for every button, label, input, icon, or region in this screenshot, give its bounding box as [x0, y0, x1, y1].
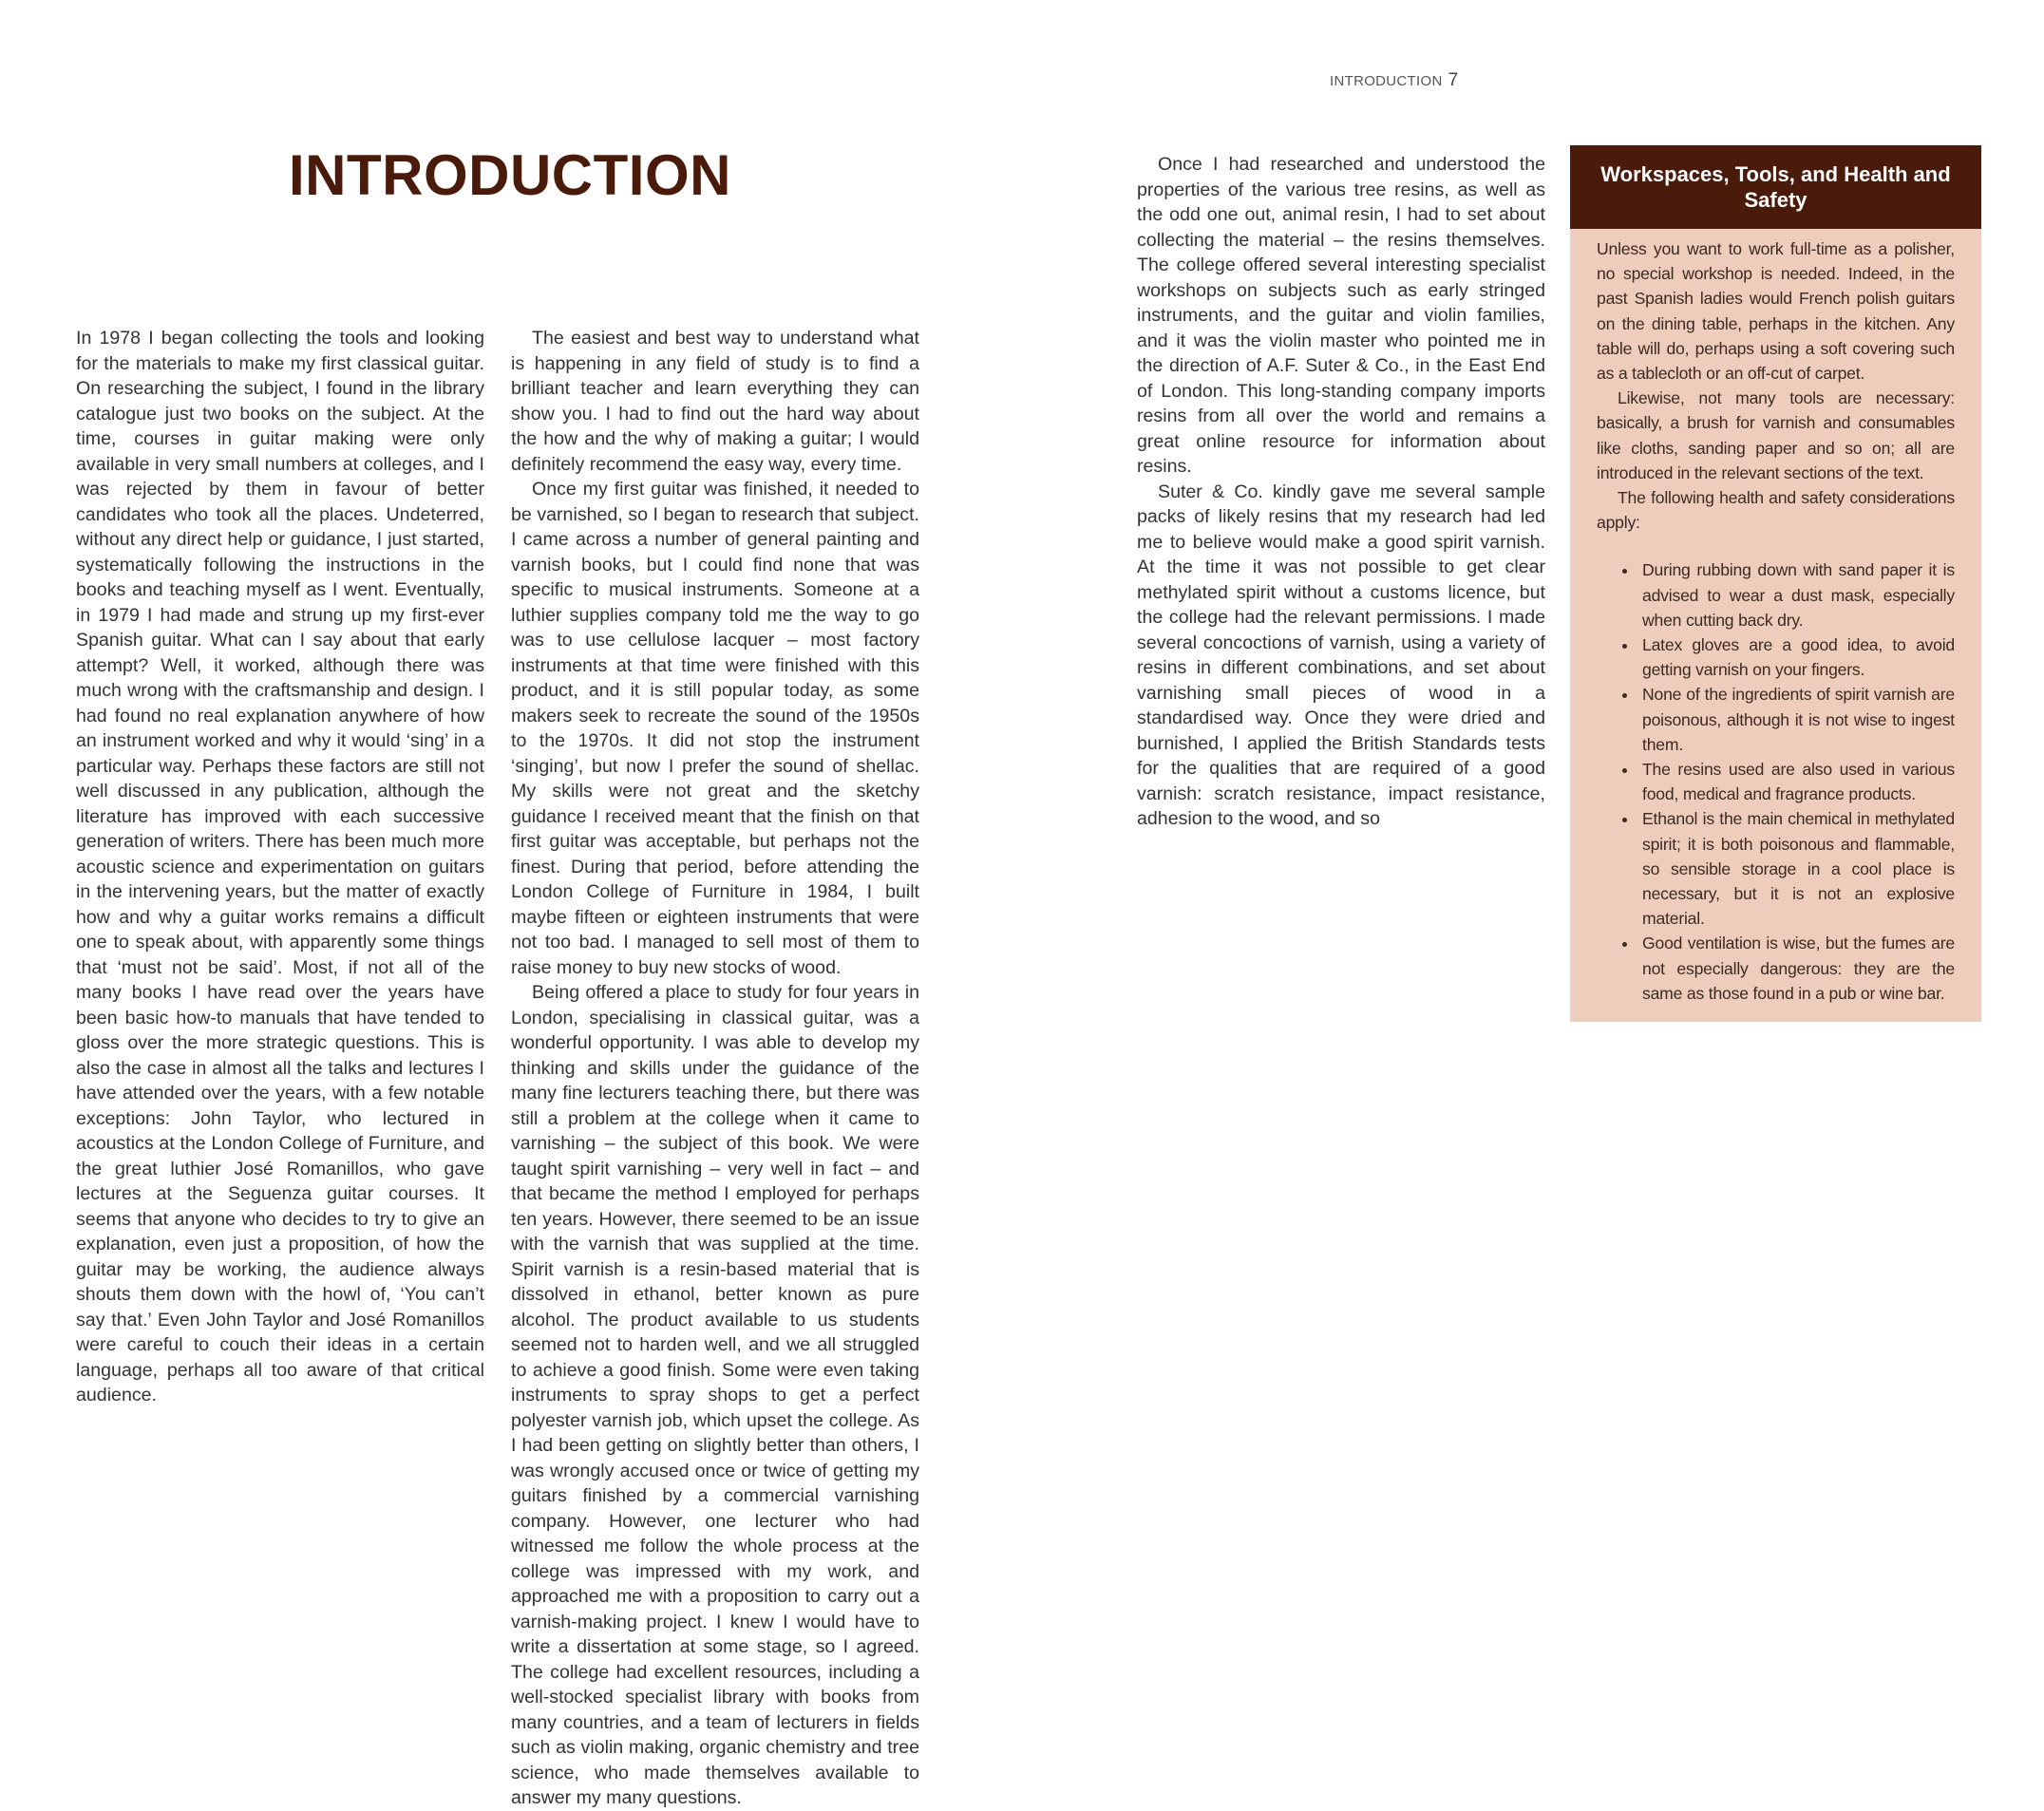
safety-list	[1597, 557, 1955, 1006]
sidebar-body	[1570, 229, 1981, 1022]
paragraph: The easiest and best way to understand what is happening in any field of study is to find a brilliant teacher and learn everything they can show you. I had to find out the hard way about the how and the why of making a guitar; I would definitely recommend the easy way, every time.	[511, 328, 919, 475]
sidebar-paragraph: The following health and safety considerations apply:	[1597, 488, 1955, 533]
paragraph: Being offered a place to study for four years in London, specialising in classical guitar, was a wonderful opportunity. I was able to develop my thinking and skills under the guidance of the many fine lecturers teaching there, but there was still a problem at the college when it came to varnishing – the subject of this book. We were taught spirit varnishing – very well in fact – and that became the method I employed for perhaps ten years. However, there seemed to be an issue with the varnish that was supplied at the time. Spirit varnish is a resin-based material that is dissolved in ethanol, better known as pure alcohol. The product available to us students seemed not to harden well, and we all struggled to achieve a good finish. Some were even taking instruments to spray shops to get a perfect polyester varnish job, which upset the college. As I had been getting on slightly better than others, I was wrongly accused once or twice of getting my guitars finished by a commercial varnishing company. However, one lecturer who had witnessed me follow the whole process at the college was impressed with my work, and approached me with a proposition to carry out a varnish-making project. I knew I would have to write a dissertation at some stage, so I agreed. The college had excellent resources, including a well-stocked specialist library with books from many countries, and a team of lecturers in fields such as violin making, organic chemistry and tree science, who made themselves available to answer my many questions.	[511, 982, 919, 1808]
list-item: • Latex gloves are a good idea, to avoid getting varnish on your fingers.	[1638, 632, 1955, 682]
list-item: • Ethanol is the main chemical in methylated spirit; it is both poisonous and flammable, so sensible storage in a cool place is necessary, but it is not an explosive material.	[1638, 806, 1955, 931]
text-column-1	[76, 326, 484, 1408]
page-number: 7	[1448, 70, 1459, 90]
sidebar-box	[1570, 145, 1981, 1022]
text-column-2	[511, 326, 919, 1811]
list-item: • The resins used are also used in various food, medical and fragrance products.	[1638, 757, 1955, 806]
sidebar-paragraph: Likewise, not many tools are necessary: basically, a brush for varnish and consumables like cloths, sanding paper and so on; all are introduced in the relevant sections of the text.	[1597, 388, 1955, 482]
text-column-3	[1137, 152, 1545, 832]
paragraph: Once my first guitar was finished, it needed to be varnished, so I began to research that subject. I came across a number of general painting and varnish books, but I could find none that was specific to musical instruments. Someone at a luthier supplies company told me the way to go was to use cellulose lacquer – most factory instruments at that time were finished with this product, and it is still popular today, as some makers seek to recreate the sound of the 1950s to the 1970s. It did not stop the instrument ‘singing’, but now I prefer the sound of shellac. My skills were not great and the sketchy guidance I received meant that the finish on that first guitar was acceptable, but perhaps not the finest. During that period, before attending the London College of Furniture in 1984, I built maybe fifteen or eighteen instruments that were not too bad. I managed to sell most of them to raise money to buy new stocks of wood.	[511, 479, 919, 978]
page-title: INTRODUCTION	[289, 143, 731, 207]
sidebar-heading: Workspaces, Tools, and Health and Safety	[1570, 145, 1981, 229]
paragraph: Suter & Co. kindly gave me several sample packs of likely resins that my research had led me to believe would make a good spirit varnish. At the time it was not possible to get clear methylated spirit without a customs licence, but the college had the relevant permissions. I made several concoctions of varnish, using a variety of resins in different combinations, and set about varnishing small pieces of wood in a standardised way. Once they were dried and burnished, I applied the British Standards tests for the qualities that are required of a good varnish: scratch resistance, impact resistance, adhesion to the wood, and so	[1137, 481, 1545, 829]
list-item: • None of the ingredients of spirit varnish are poisonous, although it is not wise to ingest them.	[1638, 682, 1955, 757]
list-item: • During rubbing down with sand paper it is advised to wear a dust mask, especially when cutting back dry.	[1638, 557, 1955, 632]
running-head	[1330, 70, 1615, 91]
sidebar-paragraph: Unless you want to work full-time as a polisher, no special workshop is needed. Indeed, in the past Spanish ladies would French polish guitars on the dining table, perhaps in the kitchen. Any table will do, perhaps using a soft covering such as a tablecloth or an off-cut of carpet.	[1597, 239, 1955, 384]
paragraph: In 1978 I began collecting the tools and looking for the materials to make my first classical guitar. On researching the subject, I found in the library catalogue just two books on the subject. At the time, courses in guitar making were only available in very small numbers at colleges, and I was rejected by them in favour of better candidates who took all the places. Undeterred, without any direct help or guidance, I just started, systematically following the instructions in the books and teaching myself as I went. Eventually, in 1979 I had made and strung up my first-ever Spanish guitar. What can I say about that early attempt? Well, it worked, although there was much wrong with the craftsmanship and design. I had found no real explanation anywhere of how an instrument worked and why it would ‘sing’ in a particular way. Perhaps these factors are still not well discussed in any publication, although the literature has improved with each successive generation of writers. There has been much more acoustic science and experimentation on guitars in the intervening years, but the matter of exactly how and why a guitar works remains a difficult one to speak about, with apparently some things that ‘must not be said’. Most, if not all of the many books I have read over the years have been basic how-to manuals that have tended to gloss over the more strategic questions. This is also the case in almost all the talks and lectures I have attended over the years, with a few notable exceptions: John Taylor, who lectured in acoustics at the London College of Furniture, and the great luthier José Romanillos, who gave lectures at the Seguenza guitar courses. It seems that anyone who decides to try to give an explanation, even just a proposition, of how the guitar may be working, the audience always shouts them down with the howl of, ‘You can’t say that.’ Even John Taylor and José Romanillos were careful to couch their ideas in a certain language, perhaps all too aware of that critical audience.	[76, 328, 484, 1405]
list-item: • Good ventilation is wise, but the fumes are not especially dangerous: they are the same as those found in a pub or wine bar.	[1638, 931, 1955, 1006]
paragraph: Once I had researched and understood the properties of the various tree resins, as well as the odd one out, animal resin, I had to set about collecting the material – the resins themselves. The college offered several interesting specialist workshops on subjects such as early stringed instruments, and the guitar and violin families, and it was the violin master who pointed me in the direction of A.F. Suter & Co., in the East End of London. This long-standing company imports resins from all over the world and remains a great online resource for information about resins.	[1137, 154, 1545, 477]
running-head-label: INTRODUCTION	[1330, 73, 1443, 89]
